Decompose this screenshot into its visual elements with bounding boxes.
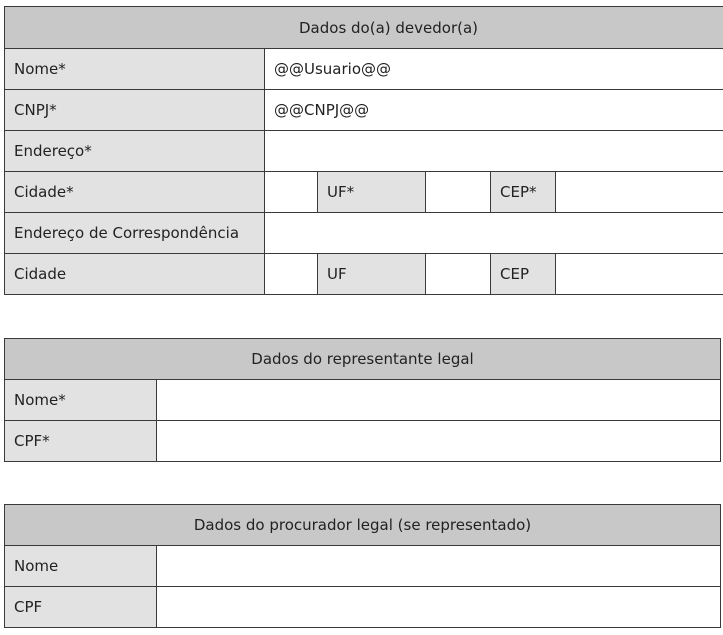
procurador-table — [4, 504, 721, 628]
representante-nome-field[interactable] — [157, 380, 721, 421]
devedor-nome-label: Nome* — [5, 49, 265, 90]
devedor-uf-label: UF* — [318, 172, 426, 213]
representante-section-title: Dados do representante legal — [5, 339, 721, 380]
devedor-nome-field[interactable]: @@Usuario@@ — [265, 49, 723, 90]
devedor-cidade-field[interactable] — [265, 172, 318, 213]
devedor-cnpj-label: CNPJ* — [5, 90, 265, 131]
devedor-section-title: Dados do(a) devedor(a) — [5, 7, 723, 49]
representante-cpf-label: CPF* — [5, 421, 157, 462]
procurador-nome-label: Nome — [5, 546, 157, 587]
representante-nome-label: Nome* — [5, 380, 157, 421]
devedor-cidade-correspondencia-field[interactable] — [265, 254, 318, 295]
devedor-uf-correspondencia-label: UF — [318, 254, 426, 295]
devedor-endereco-correspondencia-label: Endereço de Correspondência — [5, 213, 265, 254]
devedor-endereco-correspondencia-field[interactable] — [265, 213, 723, 254]
procurador-section-title: Dados do procurador legal (se representado) — [5, 505, 721, 546]
devedor-table — [4, 6, 723, 295]
devedor-endereco-field[interactable] — [265, 131, 723, 172]
devedor-uf-field[interactable] — [426, 172, 491, 213]
devedor-cidade-label: Cidade* — [5, 172, 265, 213]
devedor-endereco-label: Endereço* — [5, 131, 265, 172]
devedor-uf-correspondencia-field[interactable] — [426, 254, 491, 295]
representante-cpf-field[interactable] — [157, 421, 721, 462]
procurador-cpf-field[interactable] — [157, 587, 721, 628]
procurador-cpf-label: CPF — [5, 587, 157, 628]
devedor-cnpj-field[interactable]: @@CNPJ@@ — [265, 90, 723, 131]
devedor-cep-correspondencia-label: CEP — [491, 254, 556, 295]
devedor-cep-correspondencia-field[interactable] — [556, 254, 723, 295]
representante-table — [4, 338, 721, 462]
procurador-nome-field[interactable] — [157, 546, 721, 587]
devedor-cidade-correspondencia-label: Cidade — [5, 254, 265, 295]
devedor-cep-label: CEP* — [491, 172, 556, 213]
devedor-cep-field[interactable] — [556, 172, 723, 213]
